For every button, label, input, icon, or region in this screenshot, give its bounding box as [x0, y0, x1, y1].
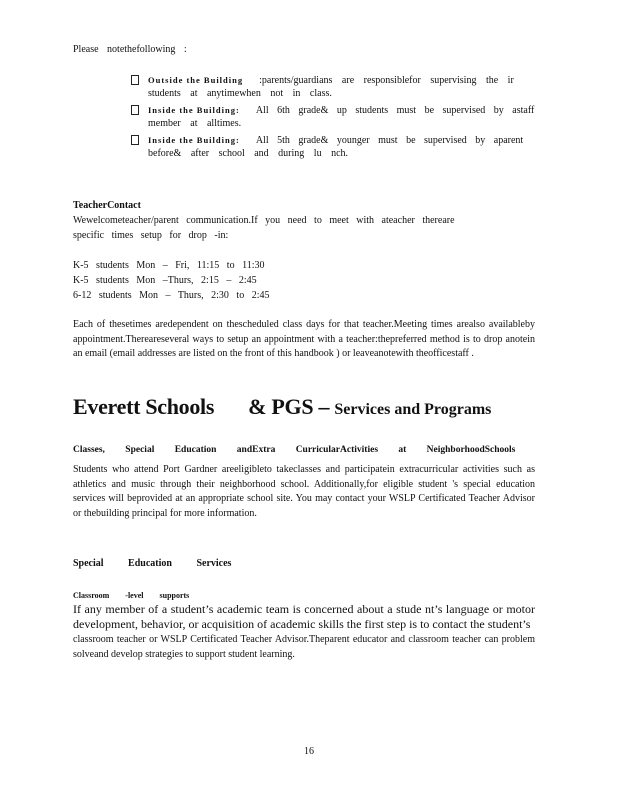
section-title-rest: & PGS –	[248, 394, 335, 419]
bullet-text-line1: :parents/guardians are responsiblefor supervising the ir	[259, 75, 514, 86]
classes-paragraph: Students who attend Port Gardner areeligibleto takeclasses and participatein extracurricular activities such as athletics and music through their neighborhood school. Additionally,for eligible student 's special education services will beprovided at an appropriate school site. You may contact your WSLP Certificated Teacher Advisor or thebuilding principal for more information.	[73, 464, 535, 519]
page-number: 16	[304, 746, 314, 757]
teacher-contact-paragraph: Each of thesetimes aredependent on thescheduled class days for that teacher.Meeting times arealso availableby appointment.Thereareseveral ways to setup an appointment with a teacher:thepreferred method is to drop anotein an email (email addresses are listed on the front of this handbook ) or leaveanotewith theofficestaff .	[73, 319, 535, 360]
teacher-contact-line1: Wewelcometeacher/parent communication.If you need to meet with ateacher thereare	[73, 215, 455, 226]
special-ed-subheading: Classroom -level supports	[73, 591, 190, 600]
bullet-text-line2: before& after school and during lu nch.	[148, 148, 349, 159]
special-ed-heading: Special Education Services	[73, 558, 232, 569]
schedule-line: K-5 students Mon –Thurs, 2:15 – 2:45	[73, 275, 257, 286]
bullet-box-icon	[131, 135, 139, 145]
bullet-text-line2: students at anytimewhen not in class.	[148, 88, 332, 99]
section-title	[73, 394, 491, 420]
bullet-label: Inside the Building:	[148, 135, 240, 145]
bullet-text-line1: All 5th grade& younger must be supervised by aparent	[255, 135, 524, 146]
section-title-sub: Services and Programs	[334, 401, 492, 418]
schedule-line: K-5 students Mon – Fri, 11:15 to 11:30	[73, 260, 265, 271]
teacher-contact-heading: TeacherContact	[73, 200, 141, 211]
special-ed-paragraph-small: classroom teacher or WSLP Certificated Teacher Advisor.Theparent educator and classroom teacher can problem solveand develop strategies to support student learning.	[73, 634, 535, 660]
schedule-line: 6-12 students Mon – Thurs, 2:30 to 2:45	[73, 290, 270, 301]
bullet-text-line1: All 6th grade& up students must be supervised by astaff	[255, 105, 535, 116]
section-title-main: Everett Schools	[73, 394, 215, 419]
teacher-contact-line2: specific times setup for drop -in:	[73, 230, 229, 241]
special-ed-paragraph-large: If any member of a student’s academic team is concerned about a stude nt’s language or motor development, behavior, or acquisition of academic skills the first step is to contact the student’s	[73, 602, 535, 632]
bullet-box-icon	[131, 75, 139, 85]
bullet-label: Inside the Building:	[148, 105, 240, 115]
bullet-label: Outside the Building	[148, 75, 244, 85]
bullet-box-icon	[131, 105, 139, 115]
bullet-text-line2: member at alltimes.	[148, 118, 242, 129]
classes-heading: Classes, Special Education andExtra CurricularActivities at NeighborhoodSchools	[73, 445, 516, 455]
intro-text: Please notethefollowing :	[73, 44, 187, 55]
